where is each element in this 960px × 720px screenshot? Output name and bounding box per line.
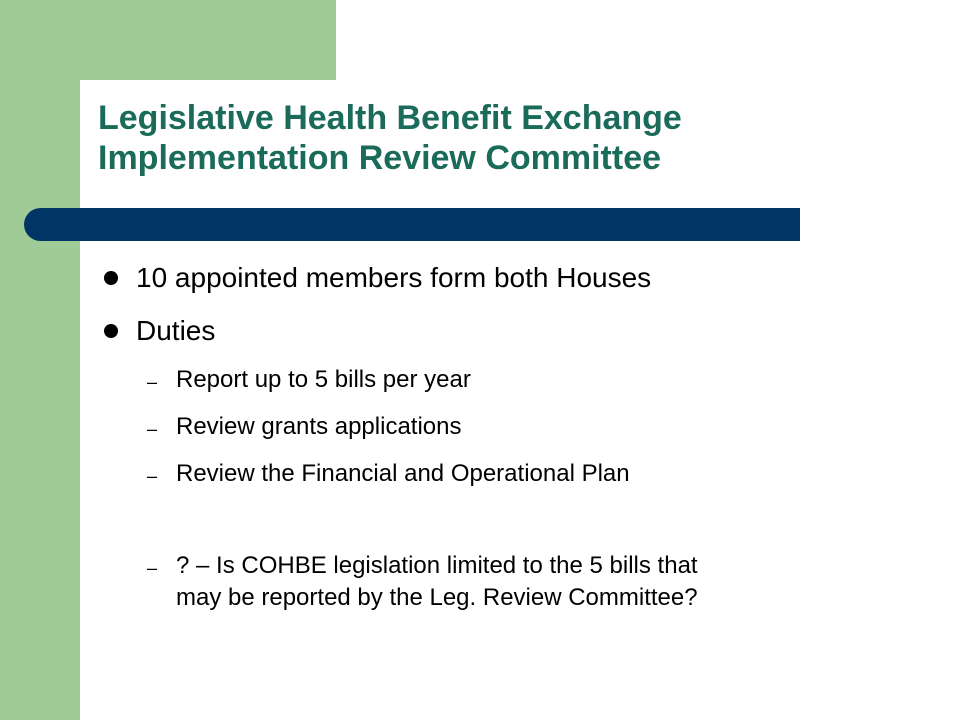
sub-bullet-review-plan: Review the Financial and Operational Plan [176, 460, 630, 487]
slide-title [98, 98, 928, 178]
sub-bullet-dash: – [147, 419, 158, 439]
bullet-members: 10 appointed members form both Houses [136, 262, 652, 293]
sub-bullet-dash: – [147, 558, 158, 578]
sub-bullet-question [176, 550, 896, 614]
green-side-panel [0, 0, 80, 720]
question-line-2: may be reported by the Leg. Review Committee? [176, 584, 698, 611]
bullet-duties: Duties [136, 315, 216, 346]
title-line-2: Implementation Review Committee [98, 139, 662, 177]
sub-bullet-review-grants: Review grants applications [176, 413, 462, 440]
bullet-dot [104, 324, 118, 338]
sub-bullet-report-bills: Report up to 5 bills per year [176, 366, 471, 393]
green-top-panel [80, 0, 336, 80]
sub-bullet-dash: – [147, 466, 158, 486]
title-line-1: Legislative Health Benefit Exchange [98, 99, 682, 137]
question-line-1: ? – Is COHBE legislation limited to the 5 bills that [176, 552, 698, 579]
sub-bullet-dash: – [147, 372, 158, 392]
bullet-dot [104, 271, 118, 285]
title-divider-bar [24, 208, 800, 241]
